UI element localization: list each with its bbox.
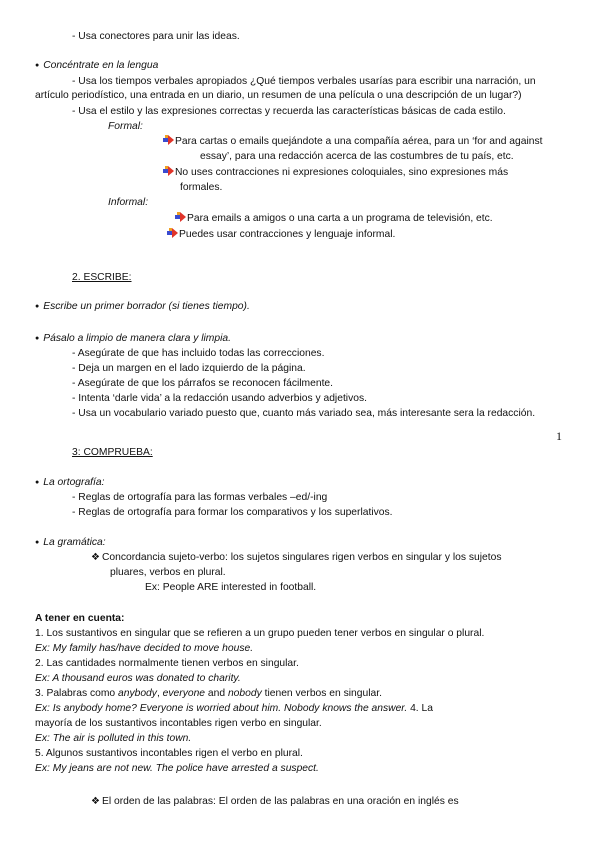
formal-item-1 [163,135,543,148]
rule-2: 2. Las cantidades normalmente tienen verbos en singular. [35,658,299,669]
formal-item-2a: No uses contracciones ni expresiones coloquiales, sino expresiones más [175,167,509,178]
example-3-line [35,702,433,715]
informal-item-1-text: Para emails a amigos o una carta a un programa de televisión, etc. [187,213,493,224]
rule-3-pre: 3. Palabras como [35,688,118,699]
connectors-tip: - Usa conectores para unir las ideas. [72,30,240,43]
escribe-heading: 2. ESCRIBE: [72,272,132,283]
rule-3-post: tienen verbos en singular. [261,688,382,699]
borrador-item [35,300,250,314]
lengua-heading-text: Concéntrate en la lengua [43,60,159,71]
ortografia-text: La ortografía: [43,477,105,488]
ortografia-heading [35,476,104,490]
rule-4: mayoría de los sustantivos incontables rigen verbo en singular. [35,718,322,729]
arrow-bullet-icon [167,228,178,238]
formal-item-1b: essay’, para una redacción acerca de las costumbres de tu país, etc. [200,151,514,162]
gramatica-text: La gramática: [43,537,106,548]
escribe-list-item: - Intenta ‘darle vida’ a la redacción usando adverbios y adjetivos. [72,392,367,405]
rule-3-and: and [205,688,228,699]
example-5: Ex: My jeans are not new. The police have arrested a suspect. [35,763,319,774]
orden-text: El orden de las palabras: El orden de las palabras en una oración en inglés es [101,796,459,807]
informal-item-1 [175,212,493,225]
gramatica-heading [35,536,106,550]
concordancia-example: Ex: People ARE interested in football. [145,582,317,593]
example-4: Ex: The air is polluted in this town. [35,733,192,744]
formal-item-2 [163,166,508,179]
formal-item-1a: Para cartas o emails quejándote a una compañía aérea, para un ‘for and against [175,136,543,147]
rule-1: 1. Los sustantivos en singular que se refieren a un grupo pueden tener verbos en singular o plural. [35,628,485,639]
rule-3-word-anybody: anybody [118,688,157,699]
example-1: Ex: My family has/have decided to move house. [35,643,254,654]
comprueba-heading: 3: COMPRUEBA: [72,447,153,458]
formal-label: Formal: [108,121,143,132]
orden-item [91,795,459,808]
ortografia-item: - Reglas de ortografía para las formas verbales –ed/-ing [72,491,327,504]
escribe-list-item: - Asegúrate de que has incluido todas las correcciones. [72,347,324,360]
ortografia-item: - Reglas de ortografía para formar los comparativos y los superlativos. [72,506,393,519]
tener-heading: A tener en cuenta: [35,613,125,624]
limpio-text: Pásalo a limpio de manera clara y limpia. [43,333,231,344]
informal-item-2-text: Puedes usar contracciones y lenguaje informal. [179,229,396,240]
rule-3-sep: , [156,688,163,699]
rule-3-word-nobody: nobody [227,688,262,699]
escribe-list-item: - Usa un vocabulario variado puesto que, cuanto más variado sea, más interesante sera la redacción. [72,407,535,420]
diamond-bullet-icon: ❖ [91,552,100,563]
example-3: Ex: Is anybody home? Everyone is worried about him. Nobody knows the answer. [35,703,408,714]
page-number: 1 [556,429,562,443]
formal-item-2b: formales. [180,182,223,193]
escribe-list-item: - Asegúrate de que los párrafos se reconocen fácilmente. [72,377,333,390]
informal-label: Informal: [108,197,149,208]
lengua-heading [35,59,158,73]
arrow-bullet-icon [163,166,174,176]
informal-item-2 [167,228,395,241]
lengua-item-1b: artículo periodístico, una entrada en un diario, un resumen de una película o una descripción de un lugar?) [35,90,522,101]
borrador-text: Escribe un primer borrador (si tienes tiempo). [43,301,250,312]
rule-5: 5. Algunos sustantivos incontables rigen el verbo en plural. [35,748,303,759]
diamond-bullet-icon: ❖ [91,796,100,807]
concordancia-item [91,551,501,564]
rule-3-word-everyone: everyone [162,688,206,699]
limpio-item [35,332,231,346]
concordancia-text-a: Concordancia sujeto-verbo: los sujetos singulares rigen verbos en singular y los sujetos [101,552,502,563]
arrow-bullet-icon [175,212,186,222]
lengua-item-1a: - Usa los tiempos verbales apropiados ¿Qué tiempos verbales usarías para escribir una narración, un [72,76,536,87]
concordancia-text-b: pluares, verbos en plural. [110,567,226,578]
rule-4-start: 4. La [407,703,433,714]
example-2: Ex: A thousand euros was donated to charity. [35,673,241,684]
lengua-item-2: - Usa el estilo y las expresiones correctas y recuerda las características básicas de cada estilo. [72,106,506,117]
arrow-bullet-icon [163,135,174,145]
escribe-list-item: - Deja un margen en el lado izquierdo de la página. [72,362,306,375]
rule-3 [35,687,382,700]
